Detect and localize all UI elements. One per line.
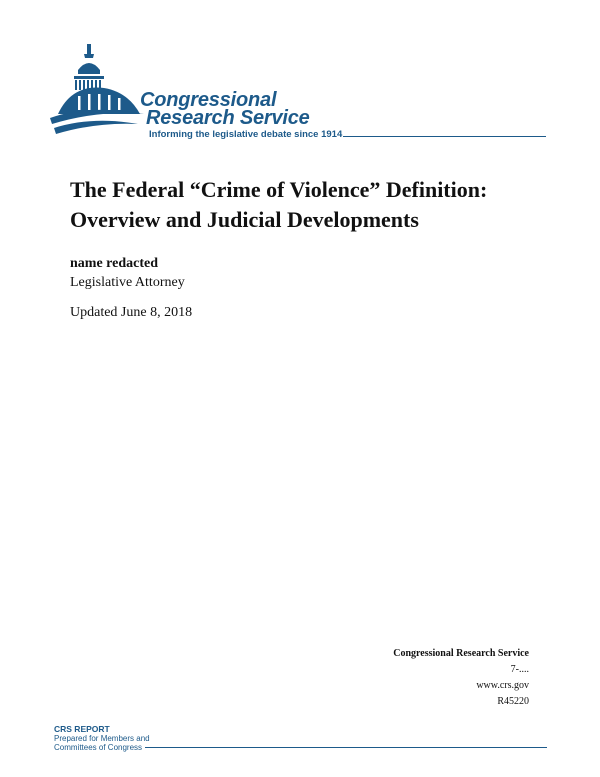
contact-block xyxy=(393,646,529,710)
logo-wordmark-line2: Research Service xyxy=(146,107,310,129)
report-number: R45220 xyxy=(497,696,529,707)
logo-tagline: Informing the legislative debate since 1914 xyxy=(149,129,343,140)
logo-wordmark-line1: Congressional xyxy=(140,89,277,111)
contact-org: Congressional Research Service xyxy=(393,648,529,659)
contact-website: www.crs.gov xyxy=(476,680,529,691)
footer-report-label: CRS REPORT xyxy=(54,724,110,734)
logo-divider xyxy=(343,136,546,137)
report-title-line2: Overview and Judicial Developments xyxy=(70,207,419,232)
author-name: name redacted xyxy=(70,256,158,271)
footer-line3: Committees of Congress xyxy=(54,743,143,752)
updated-date: Updated June 8, 2018 xyxy=(70,305,193,320)
contact-phone: 7-.... xyxy=(510,664,529,675)
footer-line2: Prepared for Members and xyxy=(54,734,150,743)
footer-divider xyxy=(145,747,547,748)
author-role: Legislative Attorney xyxy=(70,275,185,290)
report-title-line1: The Federal “Crime of Violence” Definition: xyxy=(70,177,488,202)
footer-label xyxy=(54,725,150,752)
report-title xyxy=(70,175,550,235)
